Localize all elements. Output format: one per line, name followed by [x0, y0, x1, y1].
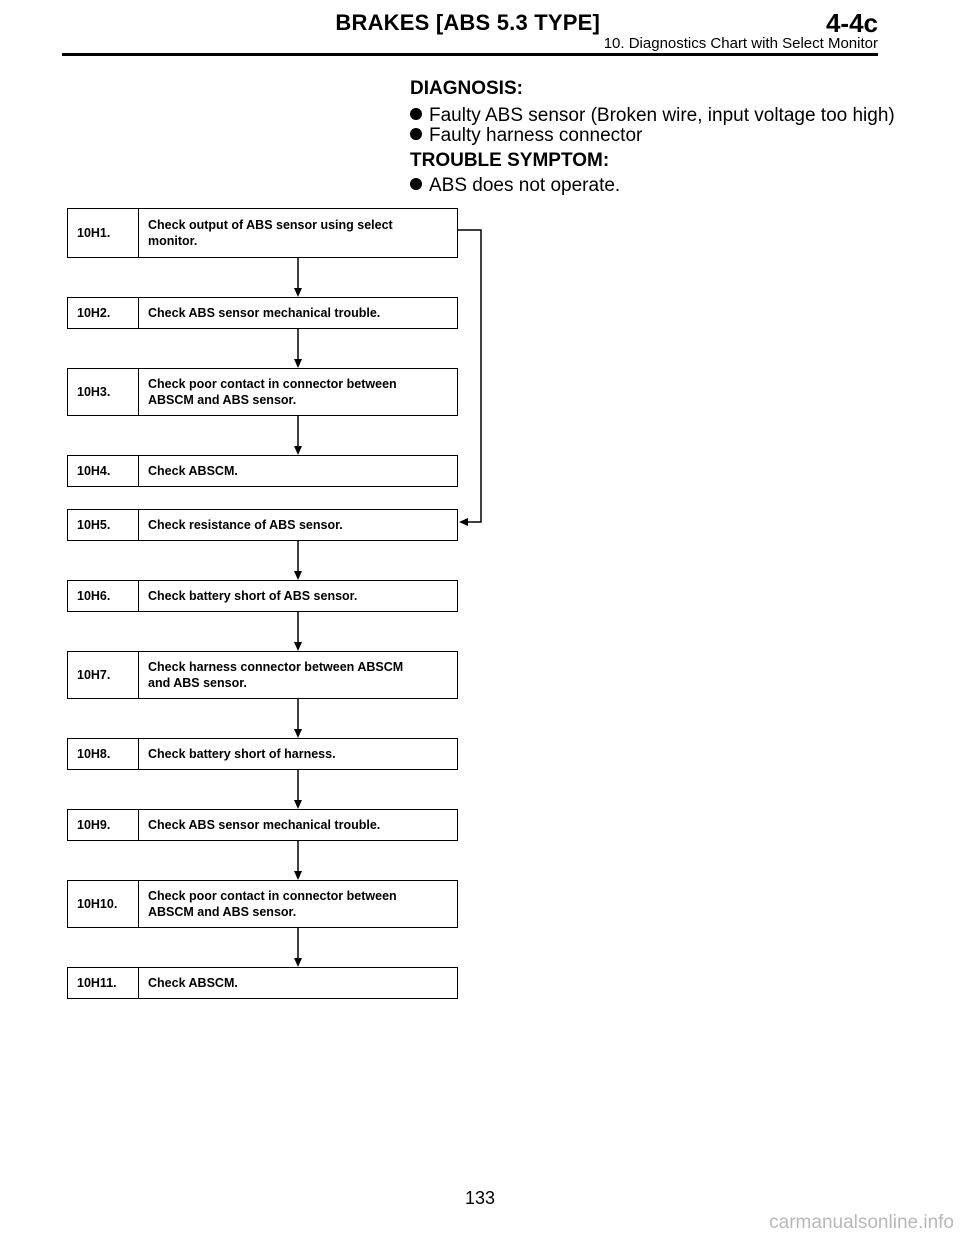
- step-box: [67, 809, 458, 841]
- step-divider: [138, 209, 139, 257]
- step-divider: [138, 369, 139, 415]
- step-code: 10H11.: [77, 976, 117, 990]
- header-subtitle: 10. Diagnostics Chart with Select Monitor: [603, 35, 878, 52]
- section-code: 4-4c: [825, 8, 878, 38]
- step-box: [67, 651, 458, 699]
- step-text: Check battery short of harness.: [148, 747, 336, 761]
- step-box: [67, 880, 458, 928]
- step-text: Check ABS sensor mechanical trouble.: [148, 818, 381, 832]
- step-box: [67, 967, 458, 999]
- step-code: 10H2.: [77, 306, 111, 320]
- diagnosis-item-text: Faulty harness connector: [429, 125, 643, 146]
- step-divider: [138, 581, 139, 611]
- step-code: 10H6.: [77, 589, 111, 603]
- step-code: 10H10.: [77, 897, 118, 911]
- step-box: [67, 509, 458, 541]
- step-divider: [138, 968, 139, 998]
- step-box: [67, 738, 458, 770]
- step-text: Check resistance of ABS sensor.: [148, 518, 343, 532]
- page-number: 133: [464, 1188, 496, 1208]
- step-code: 10H8.: [77, 747, 111, 761]
- step-divider: [138, 510, 139, 540]
- step-code: 10H9.: [77, 818, 111, 832]
- step-text: Check poor contact in connector between ABSCM and ABS sensor.: [148, 377, 397, 407]
- step-text: Check ABSCM.: [148, 976, 238, 990]
- step-divider: [138, 810, 139, 840]
- step-box: [67, 455, 458, 487]
- step-box: [67, 208, 458, 258]
- step-text: Check poor contact in connector between ABSCM and ABS sensor.: [148, 889, 397, 919]
- step-text: Check harness connector between ABSCM and ABS sensor.: [148, 660, 404, 690]
- step-code: 10H3.: [77, 385, 111, 399]
- diagnosis-item-text: Faulty ABS sensor (Broken wire, input voltage too high): [429, 105, 895, 126]
- step-divider: [138, 739, 139, 769]
- step-text: Check battery short of ABS sensor.: [148, 589, 358, 603]
- step-text: Check ABSCM.: [148, 464, 238, 478]
- symptom-heading: TROUBLE SYMPTOM:: [410, 150, 610, 171]
- step-divider: [138, 652, 139, 698]
- step-divider: [138, 881, 139, 927]
- step-code: 10H7.: [77, 668, 111, 682]
- diagnosis-heading: DIAGNOSIS:: [410, 78, 523, 99]
- symptom-item-text: ABS does not operate.: [429, 175, 621, 196]
- step-divider: [138, 456, 139, 486]
- step-box: [67, 297, 458, 329]
- step-divider: [138, 298, 139, 328]
- step-text: Check ABS sensor mechanical trouble.: [148, 306, 381, 320]
- step-code: 10H5.: [77, 518, 111, 532]
- step-box: [67, 368, 458, 416]
- step-code: 10H4.: [77, 464, 111, 478]
- watermark: carmanualsonline.info: [769, 1212, 954, 1233]
- header-title: BRAKES [ABS 5.3 TYPE]: [335, 10, 600, 35]
- step-code: 10H1.: [77, 226, 111, 240]
- step-box: [67, 580, 458, 612]
- step-text: Check output of ABS sensor using select monitor.: [148, 218, 393, 248]
